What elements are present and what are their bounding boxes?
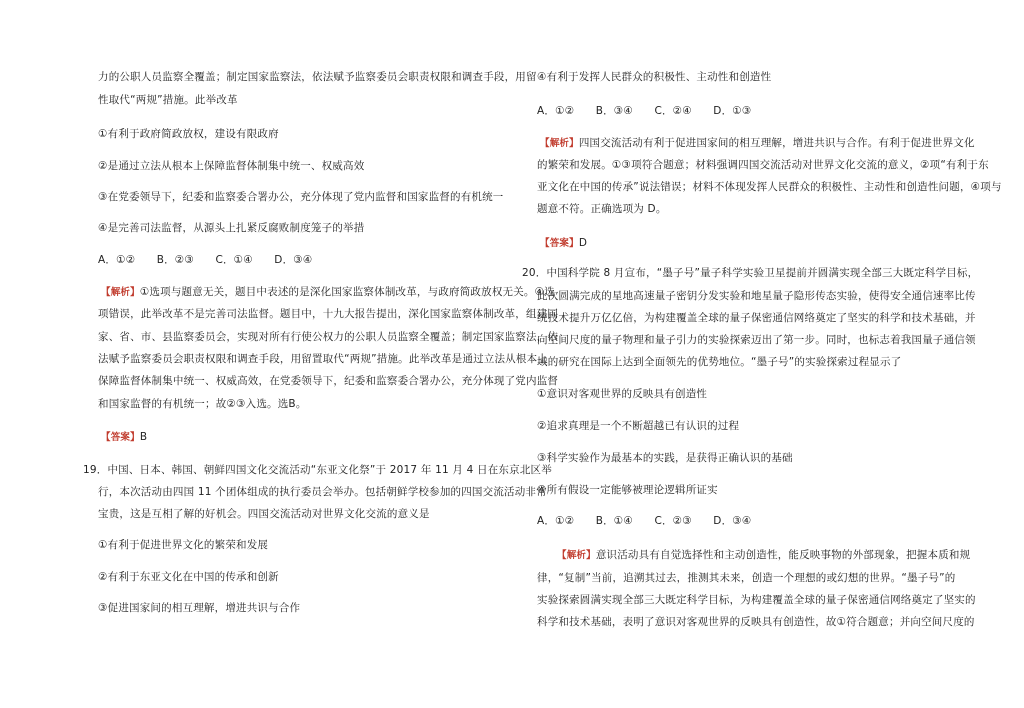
q18-stem-line-2: 性取代“两规”措施。此举改革 — [98, 94, 238, 106]
q18-analysis-line-2: 项错误，此举改革不是完善司法监督。题目中，十九大报告提出，深化国家监察体制改革，组建国 — [98, 308, 559, 320]
q20-option-3: ③科学实验作为最基本的实践，是获得正确认识的基础 — [537, 452, 793, 464]
q20-analysis-tag: 【解析】 — [557, 550, 596, 561]
q19-analysis-line-1 — [540, 136, 975, 151]
q19-choices: A．①② B．③④ C．②④ D．①③ — [537, 105, 752, 117]
q20-analysis-line-1 — [557, 548, 970, 563]
q19-analysis-line-2: 的繁荣和发展。①③项符合题意；材料强调四国交流活动对世界文化交流的意义，②项“有利于东 — [537, 159, 989, 171]
q20-analysis-line-2: 律，“复制”当前，追溯其过去，推测其未来，创造一个理想的或幻想的世界。“墨子号”的 — [537, 572, 956, 584]
q18-stem-line-1: 力的公职人员监察全覆盖；制定国家监察法，依法赋予监察委员会职责权限和调查手段，用留 — [98, 71, 537, 83]
q19-stem-line-1: 19．中国、日本、韩国、朝鲜四国文化交流活动“东亚文化祭”于 2017 年 11 月 4 日在东京北区举 — [83, 464, 552, 476]
q20-stem-line-3: 统技术提升万亿亿倍，为构建覆盖全球的量子保密通信网络奠定了坚实的科学和技术基础，并 — [537, 312, 976, 324]
q18-option-1: ①有利于政府简政放权，建设有限政府 — [98, 128, 279, 140]
q18-analysis-line-5: 保障监督体制集中统一、权威高效，在党委领导下，纪委和监察委合署办公，充分体现了党内监督 — [98, 375, 559, 387]
q19-analysis-line-4: 题意不符。正确选项为 D。 — [537, 203, 667, 215]
q20-option-2: ②追求真理是一个不断超越已有认识的过程 — [537, 420, 740, 432]
q18-analysis-line-6: 和国家监督的有机统一；故②③入选。选B。 — [98, 398, 307, 410]
q20-option-4: ④所有假设一定能够被理论逻辑所证实 — [537, 484, 718, 496]
q19-answer-value: D — [578, 237, 588, 249]
q18-analysis-tag: 【解析】 — [101, 287, 140, 298]
q19-stem-line-3: 宝贵，这是互相了解的好机会。四国交流活动对世界文化交流的意义是 — [98, 508, 430, 520]
q18-answer-tag: 【答案】 — [101, 432, 140, 443]
q18-option-2: ②是通过立法从根本上保障监督体制集中统一、权威高效 — [98, 160, 365, 172]
q20-analysis-text-1: 意识活动具有自觉选择性和主动创造性，能反映事物的外部现象，把握本质和规 — [595, 549, 971, 561]
q19-option-4: ④有利于发挥人民群众的积极性、主动性和创造性 — [537, 71, 772, 83]
q20-choices: A．①② B．①④ C．②③ D．③④ — [537, 515, 752, 527]
q19-analysis-line-3: 亚文化在中国的传承”说法错误；材料不体现发挥人民群众的积极性、主动性和创造性问题，④项与 — [537, 181, 1002, 193]
q19-option-2: ②有利于东亚文化在中国的传承和创新 — [98, 571, 279, 583]
q18-answer-value: B — [139, 431, 148, 443]
q19-option-1: ①有利于促进世界文化的繁荣和发展 — [98, 539, 269, 551]
q18-analysis-line-1 — [101, 285, 555, 300]
q18-option-3: ③在党委领导下，纪委和监察委合署办公，充分体现了党内监督和国家监督的有机统一 — [98, 191, 504, 203]
q20-analysis-line-4: 科学和技术基础，表明了意识对客观世界的反映具有创造性，故①符合题意；并向空间尺度的 — [537, 616, 975, 628]
q19-analysis-text-1: 四国交流活动有利于促进国家间的相互理解，增进共识与合作。有利于促进世界文化 — [578, 137, 975, 149]
q18-answer — [101, 430, 147, 445]
q18-option-4: ④是完善司法监督，从源头上扎紧反腐败制度笼子的举措 — [98, 222, 365, 234]
q19-answer-tag: 【答案】 — [540, 238, 579, 249]
q20-option-1: ①意识对客观世界的反映具有创造性 — [537, 388, 708, 400]
q20-analysis-line-3: 实验探索圆满实现全部三大既定科学目标，为构建覆盖全球的量子保密通信网络奠定了坚实的 — [537, 594, 976, 606]
q19-analysis-tag: 【解析】 — [540, 138, 579, 149]
q18-analysis-text-1: ①选项与题意无关，题目中表述的是深化国家监察体制改革，与政府简政放权无关。④选 — [139, 286, 555, 298]
q19-option-3: ③促进国家间的相互理解，增进共识与合作 — [98, 602, 301, 614]
q18-choices: A．①② B．②③ C．①④ D．③④ — [98, 254, 313, 266]
q18-analysis-line-3: 家、省、市、县监察委员会，实现对所有行使公权力的公职人员监察全覆盖；制定国家监察法，依 — [98, 331, 559, 343]
q19-answer — [540, 236, 587, 251]
q20-stem-line-4: 向空间尺度的量子物理和量子引力的实验探索迈出了第一步。同时，也标志着我国量子通信领 — [537, 334, 976, 346]
q20-stem-line-5: 域的研究在国际上达到全面领先的优势地位。“墨子号”的实验探索过程显示了 — [537, 356, 902, 368]
q20-stem-line-1: 20．中国科学院 8 月宣布，“墨子号”量子科学实验卫星提前并圆满实现全部三大既定科学目标， — [522, 267, 979, 279]
q20-stem-line-2: 此次圆满完成的星地高速量子密钥分发实验和地星量子隐形传态实验，使得安全通信速率比传 — [537, 290, 976, 302]
q19-stem-line-2: 行，本次活动由四国 11 个团体组成的执行委员会举办。包括朝鲜学校参加的四国交流活动非常 — [98, 486, 547, 498]
q18-analysis-line-4: 法赋予监察委员会职责权限和调查手段，用留置取代“两规”措施。此举改革是通过立法从根本上 — [98, 353, 548, 365]
